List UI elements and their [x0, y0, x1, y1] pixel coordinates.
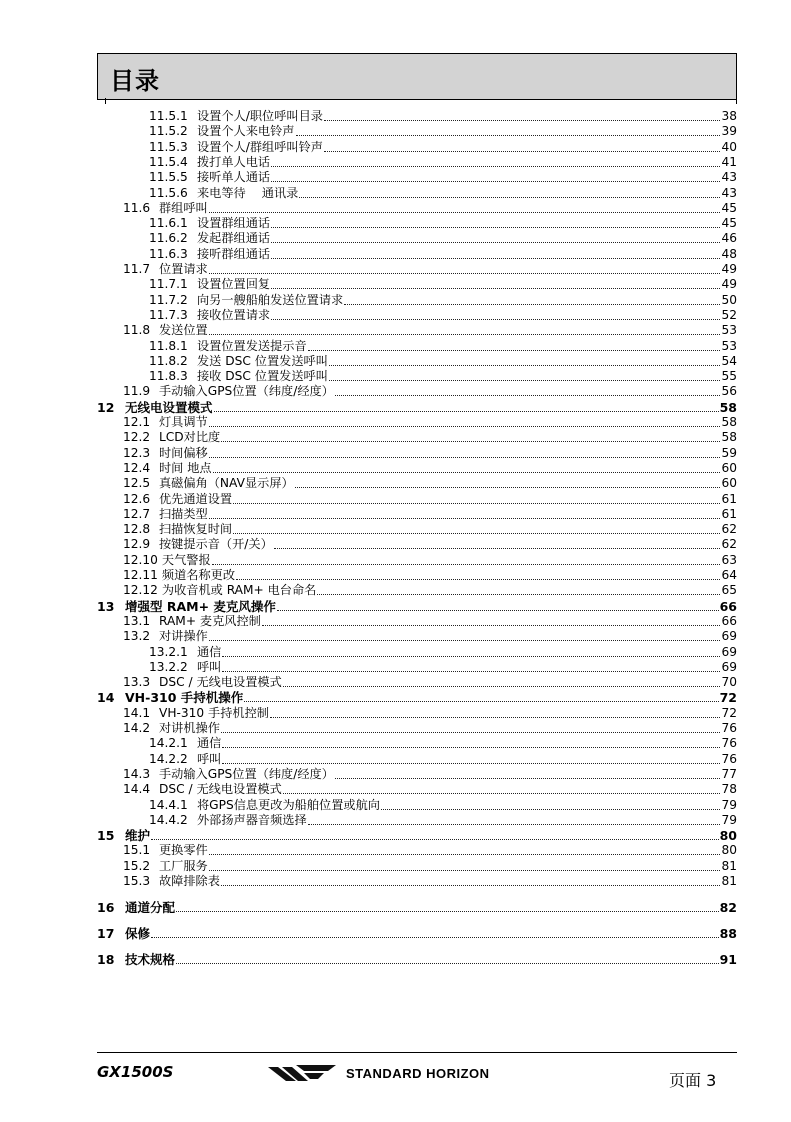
toc-entry[interactable]	[123, 429, 737, 445]
toc-leader-dots	[221, 883, 721, 886]
toc-entry-page: 77	[721, 766, 737, 781]
toc-entry-title: 设置位置回复	[197, 277, 271, 292]
toc-entry-number: 12	[97, 399, 115, 415]
toc-leader-dots	[221, 439, 720, 442]
toc-entry-page: 41	[721, 154, 737, 169]
toc-entry-number: 11.5.5	[149, 170, 188, 185]
toc-entry-page: 58	[719, 399, 737, 415]
toc-entry-page: 43	[721, 170, 737, 185]
toc-entry-number: 12.10	[123, 552, 158, 567]
toc-entry-page: 49	[721, 262, 737, 276]
toc-entry-number: 14.4	[123, 782, 151, 797]
toc-entry-title: 设置个人/职位呼叫目录	[197, 109, 323, 123]
toc-entry-page: 53	[721, 338, 737, 353]
toc-entry[interactable]	[123, 582, 737, 598]
toc-entry[interactable]	[97, 827, 737, 843]
toc-entry[interactable]	[149, 215, 737, 231]
toc-entry-page: 50	[721, 292, 737, 307]
toc-entry[interactable]	[97, 399, 737, 415]
toc-entry-number: 11.6.3	[149, 246, 188, 261]
toc-entry-page: 45	[721, 200, 737, 215]
toc-entry-title: DSC / 无线电设置模式	[159, 782, 282, 797]
toc-entry-number: 13.3	[123, 675, 151, 690]
toc-leader-dots	[233, 531, 720, 534]
toc-entry-title: DSC / 无线电设置模式	[159, 675, 282, 690]
toc-entry-title: 扫描恢复时间	[159, 522, 233, 537]
toc-entry-number: 12.3	[123, 445, 151, 460]
toc-entry-number: 11.8	[123, 323, 151, 338]
toc-entry-title: 灯具调节	[159, 415, 208, 429]
toc-entry-title: 设置个人/群组呼叫铃声	[197, 139, 323, 154]
toc-entry-title: 手动输入GPS位置（纬度/经度）	[159, 766, 334, 781]
toc-entry-title: 扫描类型	[159, 506, 208, 521]
toc-leader-dots	[236, 577, 720, 580]
toc-entry-page: 62	[721, 522, 737, 537]
toc-leader-dots	[271, 179, 720, 182]
toc-entry-page: 69	[721, 629, 737, 644]
standard-horizon-logo-icon	[268, 1063, 336, 1083]
toc-entry[interactable]	[123, 445, 737, 461]
toc-entry-page: 69	[721, 644, 737, 659]
toc-entry-number: 11.6.1	[149, 216, 188, 231]
toc-entry[interactable]	[123, 536, 737, 552]
toc-entry-title: 更换零件	[159, 843, 208, 858]
toc-entry-number: 12.1	[123, 415, 151, 429]
toc-entry-title: 向另一艘船舶发送位置请求	[197, 292, 344, 307]
toc-entry[interactable]	[123, 842, 737, 858]
toc-entry-title: 发起群组通话	[197, 231, 271, 246]
toc-entry[interactable]	[149, 292, 737, 308]
toc-leader-dots	[222, 745, 720, 748]
toc-leader-dots	[209, 638, 721, 641]
toc-entry[interactable]	[149, 108, 737, 124]
toc-entry[interactable]	[149, 246, 737, 262]
toc-entry-page: 54	[721, 353, 737, 368]
toc-entry-number: 15	[97, 828, 115, 844]
brand-logo	[268, 1063, 490, 1083]
header-frame-lines	[105, 98, 737, 104]
toc-leader-dots	[308, 822, 721, 825]
toc-entry[interactable]	[123, 766, 737, 782]
toc-entry[interactable]	[97, 951, 737, 967]
toc-leader-dots	[335, 776, 721, 779]
brand-name: STANDARD HORIZON	[346, 1065, 490, 1081]
toc-entry-page: 82	[719, 900, 737, 915]
toc-entry-page: 46	[721, 231, 737, 246]
toc-entry-number: 13.2.1	[149, 644, 188, 659]
toc-leader-dots	[335, 393, 721, 396]
toc-leader-dots	[344, 302, 720, 305]
toc-entry-title: 增强型 RAM+ 麦克风操作	[125, 598, 276, 614]
toc-leader-dots	[212, 562, 721, 565]
toc-entry-number: 15.1	[123, 843, 151, 858]
toc-entry[interactable]	[149, 123, 737, 139]
toc-entry-title: 拨打单人电话	[197, 154, 271, 169]
toc-entry-number: 12.6	[123, 491, 151, 506]
toc-entry[interactable]	[149, 276, 737, 292]
toc-leader-dots	[271, 256, 720, 259]
toc-entry-page: 58	[721, 430, 737, 445]
toc-entry-number: 11.9	[123, 384, 151, 399]
toc-entry-title: 故障排除表	[159, 874, 220, 888]
toc-entry-number: 12.11	[123, 568, 158, 582]
toc-entry-number: 11.5.1	[149, 109, 188, 123]
toc-leader-dots	[271, 286, 720, 289]
toc-leader-dots	[222, 761, 720, 764]
toc-entry[interactable]	[123, 491, 737, 507]
toc-entry-title: 接听单人通话	[197, 170, 271, 185]
toc-entry[interactable]	[123, 521, 737, 537]
toc-entry[interactable]	[149, 338, 737, 354]
toc-entry-page: 61	[721, 506, 737, 521]
toc-entry-title: 为收音机或 RAM+ 电台命名	[161, 583, 317, 598]
toc-entry-title: 通信	[197, 736, 222, 751]
toc-entry-page: 72	[721, 705, 737, 720]
toc-entry-title: 发送位置	[159, 323, 208, 338]
toc-leader-dots	[274, 546, 721, 549]
toc-entry-title: 来电等待 通讯录	[197, 185, 299, 200]
toc-entry-title: 手动输入GPS位置（纬度/经度）	[159, 384, 334, 399]
toc-leader-dots	[233, 501, 720, 504]
toc-leader-dots	[296, 133, 721, 136]
toc-entry-title: 位置请求	[159, 262, 208, 276]
toc-entry-number: 13.2.2	[149, 659, 188, 674]
toc-leader-dots	[151, 837, 719, 840]
toc-entry-page: 40	[721, 139, 737, 154]
toc-entry[interactable]	[97, 689, 737, 705]
toc-entry-number: 16	[97, 900, 115, 915]
toc-entry-page: 70	[721, 675, 737, 690]
toc-entry-page: 38	[721, 109, 737, 123]
toc-entry-number: 11.7.2	[149, 292, 188, 307]
toc-entry-number: 13.1	[123, 613, 151, 628]
toc-leader-dots	[151, 935, 719, 938]
toc-entry[interactable]	[149, 307, 737, 323]
toc-entry-title: 无线电设置模式	[125, 399, 213, 415]
toc-entry-number: 11.8.3	[149, 369, 188, 384]
toc-entry-page: 59	[721, 445, 737, 460]
toc-entry-page: 78	[721, 782, 737, 797]
toc-leader-dots	[209, 852, 721, 855]
toc-leader-dots	[209, 868, 721, 871]
toc-leader-dots	[209, 516, 721, 519]
toc-leader-dots	[283, 791, 721, 794]
toc-entry[interactable]	[97, 598, 737, 614]
toc-entry-page: 66	[721, 613, 737, 628]
toc-entry-title: 发送 DSC 位置发送呼叫	[197, 353, 328, 368]
toc-entry-number: 14.2.2	[149, 751, 188, 766]
toc-entry-number: 11.6	[123, 200, 151, 215]
toc-leader-dots	[222, 669, 720, 672]
toc-entry-title: 优先通道设置	[159, 491, 233, 506]
toc-leader-dots	[324, 149, 721, 152]
toc-entry[interactable]	[123, 858, 737, 874]
toc-leader-dots	[295, 485, 721, 488]
toc-entry[interactable]	[149, 644, 737, 660]
toc-leader-dots	[262, 623, 721, 626]
toc-entry[interactable]	[123, 200, 737, 216]
toc-entry-number: 12.5	[123, 476, 151, 491]
toc-entry-title: 通信	[197, 644, 222, 659]
toc-entry-number: 11.7.1	[149, 277, 188, 292]
toc-entry-title: 群组呼叫	[159, 200, 208, 215]
toc-entry-number: 12.4	[123, 460, 151, 475]
toc-entry[interactable]	[123, 720, 737, 736]
toc-entry-number: 11.6.2	[149, 231, 188, 246]
toc-entry-title: 保修	[125, 926, 151, 941]
toc-entry-page: 81	[721, 858, 737, 873]
toc-entry[interactable]	[123, 873, 737, 889]
toc-entry-number: 11.7.3	[149, 307, 188, 322]
toc-entry[interactable]	[123, 475, 737, 491]
toc-entry[interactable]	[149, 659, 737, 675]
toc-entry-number: 12.8	[123, 522, 151, 537]
toc-entry[interactable]	[149, 797, 737, 813]
toc-entry-title: VH-310 手持机控制	[159, 705, 269, 720]
toc-entry-number: 12.9	[123, 537, 151, 552]
toc-entry[interactable]	[97, 925, 737, 941]
toc-entry-number: 11.5.4	[149, 154, 188, 169]
toc-entry[interactable]	[123, 506, 737, 522]
toc-leader-dots	[176, 961, 719, 964]
toc-entry[interactable]	[149, 154, 737, 170]
page-number: 页面 3	[669, 1071, 717, 1090]
toc-entry[interactable]	[123, 261, 737, 277]
toc-entry-title: 将GPS信息更改为船舶位置或航向	[197, 797, 380, 812]
toc-entry[interactable]	[123, 628, 737, 644]
toc-entry-number: 14.1	[123, 705, 151, 720]
toc-entry-page: 60	[721, 476, 737, 491]
toc-entry-page: 64	[721, 568, 737, 582]
toc-entry-title: 天气警报	[161, 552, 211, 567]
toc-entry-number: 11.8.1	[149, 338, 188, 353]
toc-entry-title: 对讲操作	[159, 629, 208, 644]
toc-entry[interactable]	[123, 322, 737, 338]
toc-entry-number: 17	[97, 926, 115, 941]
toc-entry[interactable]	[149, 751, 737, 767]
toc-entry[interactable]	[149, 139, 737, 155]
toc-entry-page: 66	[719, 598, 737, 614]
toc-entry-title: 接听群组通话	[197, 246, 271, 261]
toc-entry-number: 11.8.2	[149, 353, 188, 368]
toc-entry-page: 69	[721, 659, 737, 674]
toc-leader-dots	[209, 332, 721, 335]
toc-entry-page: 39	[721, 124, 737, 139]
toc-leader-dots	[271, 240, 720, 243]
toc-entry-page: 52	[721, 307, 737, 322]
toc-leader-dots	[277, 608, 719, 611]
toc-entry-number: 11.5.2	[149, 124, 188, 139]
toc-entry-page: 48	[721, 246, 737, 261]
toc-entry-title: 真磁偏角（NAV显示屏）	[159, 476, 294, 491]
toc-entry[interactable]	[149, 812, 737, 828]
toc-entry[interactable]	[149, 735, 737, 751]
toc-leader-dots	[176, 909, 719, 912]
toc-entry-title: 频道名称更改	[161, 568, 236, 582]
toc-entry[interactable]	[149, 230, 737, 246]
toc-entry-number: 15.2	[123, 858, 151, 873]
toc-entry[interactable]	[149, 185, 737, 201]
toc-entry-number: 14.3	[123, 766, 151, 781]
footer-divider	[97, 1052, 737, 1053]
toc-entry-title: 技术规格	[125, 952, 176, 967]
toc-entry-page: 62	[721, 537, 737, 552]
toc-leader-dots	[221, 730, 721, 733]
toc-entry-title: 呼叫	[197, 751, 222, 766]
toc-entry-page: 88	[719, 926, 737, 941]
toc-entry[interactable]	[123, 674, 737, 690]
toc-entry[interactable]	[97, 899, 737, 915]
toc-leader-dots	[317, 592, 720, 595]
toc-entry-number: 14.2.1	[149, 736, 188, 751]
toc-entry-page: 56	[721, 384, 737, 399]
toc-entry-number: 18	[97, 952, 115, 967]
toc-entry[interactable]	[149, 353, 737, 369]
toc-leader-dots	[308, 348, 721, 351]
toc-entry-page: 53	[721, 323, 737, 338]
toc-entry-title: 工厂服务	[159, 858, 208, 873]
toc-leader-dots	[324, 118, 721, 121]
toc-entry-title: 通道分配	[125, 900, 176, 915]
toc-entry-title: 时间偏移	[159, 445, 208, 460]
toc-entry[interactable]	[123, 567, 737, 583]
toc-entry-page: 58	[721, 415, 737, 429]
toc-entry-page: 80	[719, 828, 737, 844]
toc-leader-dots	[299, 195, 720, 198]
toc-entry-page: 55	[721, 369, 737, 384]
toc-entry-title: LCD对比度	[159, 430, 221, 445]
toc-entry-title: 按键提示音（开/关）	[159, 537, 273, 552]
toc-entry-number: 13	[97, 598, 115, 614]
toc-leader-dots	[209, 210, 721, 213]
toc-entry[interactable]	[149, 169, 737, 185]
toc-entry-number: 14.4.2	[149, 812, 188, 827]
toc-entry-number: 11.5.3	[149, 139, 188, 154]
header-box	[97, 53, 737, 100]
toc-entry-number: 12.2	[123, 430, 151, 445]
toc-entry-title: RAM+ 麦克风控制	[159, 613, 261, 628]
toc-entry-title: 接收 DSC 位置发送呼叫	[197, 369, 328, 384]
toc-entry-page: 81	[721, 874, 737, 888]
toc-entry-number: 14	[97, 690, 115, 706]
toc-leader-dots	[214, 409, 719, 412]
toc-entry[interactable]	[123, 705, 737, 721]
toc-leader-dots	[222, 654, 720, 657]
toc-entry-page: 76	[721, 736, 737, 751]
toc-leader-dots	[271, 164, 720, 167]
toc-entry-page: 72	[719, 690, 737, 706]
toc-entry-page: 79	[721, 812, 737, 827]
page-title: 目录	[110, 67, 160, 95]
toc-entry[interactable]	[123, 460, 737, 476]
toc-leader-dots	[244, 699, 718, 702]
toc-entry-title: 设置个人来电铃声	[197, 124, 295, 139]
toc-leader-dots	[329, 363, 721, 366]
toc-entry-title: 时间 地点	[159, 460, 212, 475]
toc-entry[interactable]	[149, 368, 737, 384]
toc-entry-title: 设置位置发送提示音	[197, 338, 307, 353]
toc-leader-dots	[270, 715, 721, 718]
toc-leader-dots	[271, 225, 720, 228]
toc-entry-page: 76	[721, 751, 737, 766]
toc-entry-page: 60	[721, 460, 737, 475]
toc-entry-page: 76	[721, 721, 737, 735]
toc-entry-page: 43	[721, 185, 737, 200]
toc-leader-dots	[209, 271, 721, 274]
toc-leader-dots	[271, 317, 720, 320]
toc-entry-page: 49	[721, 277, 737, 292]
toc-leader-dots	[283, 684, 721, 687]
toc-entry-number: 12.7	[123, 506, 151, 521]
toc-entry-page: 80	[721, 843, 737, 858]
toc-entry-number: 15.3	[123, 874, 151, 888]
toc-leader-dots	[381, 807, 721, 810]
toc-entry-page: 45	[721, 216, 737, 231]
toc-entry-number: 11.5.6	[149, 185, 188, 200]
toc-entry-page: 61	[721, 491, 737, 506]
toc-entry[interactable]	[123, 552, 737, 568]
toc-entry-page: 65	[721, 583, 737, 598]
toc-entry[interactable]	[123, 383, 737, 399]
toc-leader-dots	[329, 378, 721, 381]
toc-leader-dots	[209, 424, 721, 427]
toc-entry-number: 11.7	[123, 262, 151, 276]
toc-entry-page: 63	[721, 552, 737, 567]
toc-entry-title: 维护	[125, 828, 151, 844]
toc-entry-page: 79	[721, 797, 737, 812]
toc-leader-dots	[213, 470, 721, 473]
toc-entry-title: 对讲机操作	[159, 721, 220, 735]
toc-entry[interactable]	[123, 781, 737, 797]
toc-entry-number: 14.4.1	[149, 797, 188, 812]
toc-entry[interactable]	[123, 613, 737, 629]
toc-entry[interactable]	[123, 414, 737, 430]
model-name: GX1500S	[97, 1063, 174, 1081]
toc-entry-title: VH-310 手持机操作	[125, 690, 244, 706]
toc-entry-title: 接收位置请求	[197, 307, 271, 322]
toc-entry-title: 外部扬声器音频选择	[197, 812, 307, 827]
toc-entry-number: 12.12	[123, 583, 158, 598]
toc-entry-page: 91	[719, 952, 737, 967]
toc-entry-number: 14.2	[123, 721, 151, 735]
toc-leader-dots	[209, 455, 721, 458]
toc-entry-number: 13.2	[123, 629, 151, 644]
toc-entry-title: 呼叫	[197, 659, 222, 674]
toc-entry-title: 设置群组通话	[197, 216, 271, 231]
